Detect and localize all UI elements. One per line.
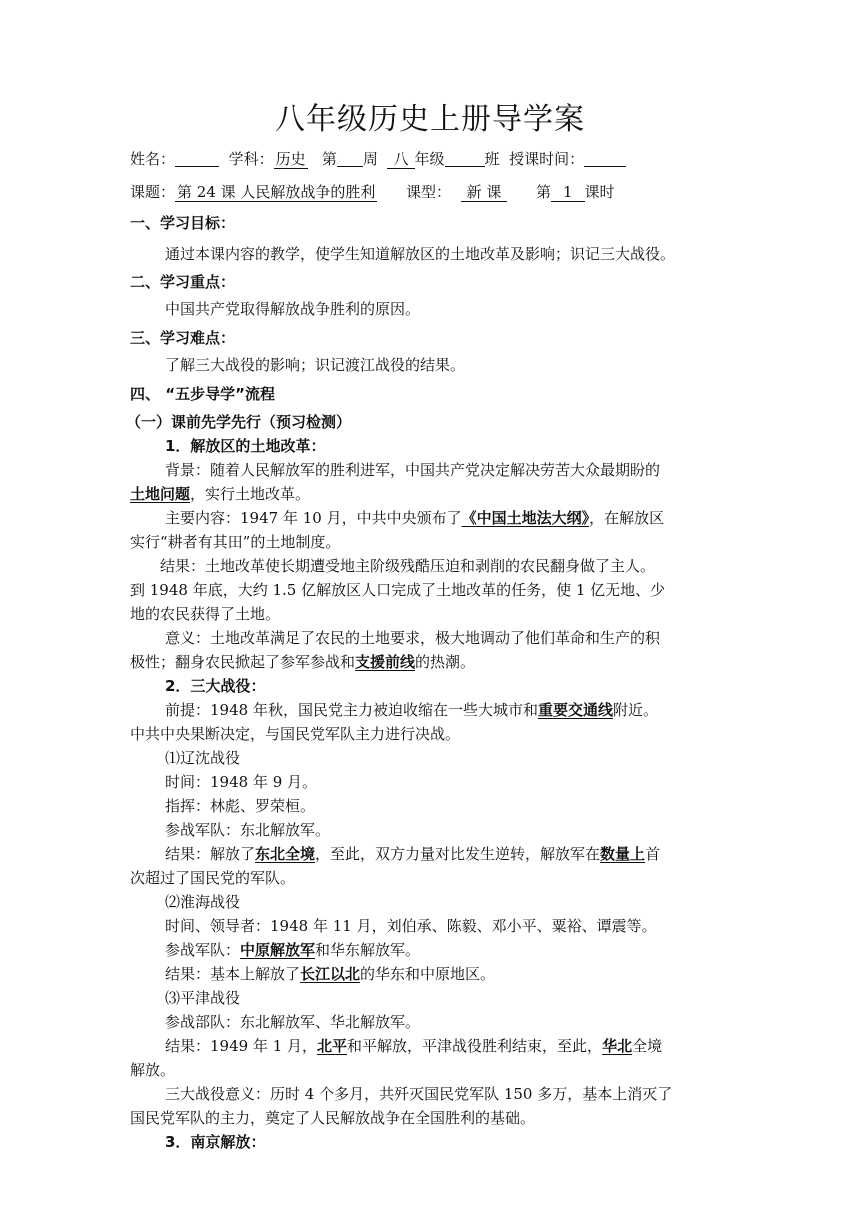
land-reform-significance: 意义：土地改革满足了农民的土地要求，极大地调动了他们革命和生产的积 xyxy=(165,629,661,647)
keyword-north-china: 华北 xyxy=(602,1037,633,1055)
pingjin-result: 结果：1949 年 1 月，北平和平解放，平津战役胜利结束，至此，华北全境 xyxy=(165,1037,663,1055)
document-page: 八年级历史上册导学案 姓名： 学科： 历史 第 周 八 年级 班 授课时间： 课题： 第 24 课 人民解放战争的胜利 课型： 新 课 第 1 课时 一、学习目标： 通过本课内容的教学，使学生知道解放区的土地改革及影响；识记三大战役。 二、学习重点： 中国共产党取得解放战争胜利的原因。 三、学习难点： 了解三大战役的影响；识记渡江战役的结果。 四、 “五步导学”流程 （一）课前先学先行（预习检测） 1．解放区的土地改革： 背景：随着人民解放军的胜利进军，中国共产党决定解决劳苦大众最期盼的 土地问题，实行土地改革。 主要内容：1947 年 10 月，中共中央颁布了《中国土地法大纲》，在解放区 实行“耕者有其田”的土地制度。 结果：土地改革使长期遭受地主阶级残酷压迫和剥削的农民翻身做了主人。 到 1948 年底，大约 1.5 亿解放区人口完成了土地改革的任务，使 1 亿无地、少 地的农民获得了土地。 意义：土地改革满足了农民的土地要求，极大地调动了他们革命和生产的积 极性；翻身农民掀起了参军参战和支援前线的热潮。 2．三大战役： 前提：1948 年秋，国民党主力被迫收缩在一些大城市和重要交通线附近。 中共中央果断决定，与国民党军队主力进行决战。 ⑴辽沈战役 时间：1948 年 9 月。 指挥：林彪、罗荣桓。 参战军队：东北解放军。 结果：解放了东北全境，至此，双方力量对比发生逆转，解放军在数量上首 次超过了国民党的军队。 ⑵淮海战役 时间、领导者：1948 年 11 月，刘伯承、陈毅、邓小平、粟裕、谭震等。 参战军队：中原解放军和华东解放军。 结果：基本上解放了长江以北的华东和中原地区。 ⑶平津战役 参战部队：东北解放军、华北解放军。 结果：1949 年 1 月，北平和平解放，平津战役胜利结束，至此，华北全境 解放。 三大战役意义：历时 4 个多月，共歼灭国民党军队 150 多万，基本上消灭了 国民党军队的主力，奠定了人民解放战争在全国胜利的基础。 3．南京解放： xyxy=(0,0,860,1216)
page-title: 八年级历史上册导学案 xyxy=(275,102,585,137)
liaoshen-result: 结果：解放了东北全境，至此，双方力量对比发生逆转，解放军在数量上首 xyxy=(165,845,661,863)
liaoshen-time: 时间：1948 年 9 月。 xyxy=(165,773,318,791)
keyword-central-plains-army: 中原解放军 xyxy=(240,941,316,959)
section-objectives-text: 通过本课内容的教学，使学生知道解放区的土地改革及影响；识记三大战役。 xyxy=(165,245,676,263)
week-prefix: 第 xyxy=(321,150,337,168)
topic-line xyxy=(130,180,615,204)
type-value: 新 课 xyxy=(461,183,508,202)
time-label: 授课时间： xyxy=(509,150,585,168)
section-key-points-heading: 二、学习重点： xyxy=(130,273,236,291)
section-difficulties-text: 了解三大战役的影响；识记渡江战役的结果。 xyxy=(165,356,466,374)
keyword-support-front: 支援前线 xyxy=(355,653,416,671)
topic-label: 课题： xyxy=(130,183,176,201)
section-objectives-heading: 一、学习目标： xyxy=(130,214,236,232)
land-reform-background: 背景：随着人民解放军的胜利进军，中国共产党决定解决劳苦大众最期盼的 xyxy=(165,461,661,479)
liaoshen-heading: ⑴辽沈战役 xyxy=(165,749,241,767)
type-label: 课型： xyxy=(406,183,452,201)
period-suffix: 课时 xyxy=(584,183,615,201)
land-reform-content: 主要内容：1947 年 10 月，中共中央颁布了《中国土地法大纲》，在解放区 xyxy=(165,509,665,527)
period-prefix: 第 xyxy=(535,183,551,201)
section-key-points-text: 中国共产党取得解放战争胜利的原因。 xyxy=(165,300,421,318)
huaihai-result: 结果：基本上解放了长江以北的华东和中原地区。 xyxy=(165,965,496,983)
period-value: 1 xyxy=(551,183,585,202)
week-blank xyxy=(337,150,363,167)
liaoshen-command: 指挥：林彪、罗荣桓。 xyxy=(165,797,316,815)
keyword-quantity: 数量上 xyxy=(600,845,646,863)
info-line xyxy=(130,147,626,171)
campaigns-significance: 三大战役意义：历时 4 个多月，共歼灭国民党军队 150 多万，基本上消灭了 xyxy=(165,1085,673,1103)
name-label: 姓名： xyxy=(130,150,176,168)
keyword-beiping: 北平 xyxy=(317,1037,348,1055)
huaihai-heading: ⑵淮海战役 xyxy=(165,893,241,911)
keyword-land-issue: 土地问题 xyxy=(130,485,191,503)
keyword-northeast: 东北全境 xyxy=(255,845,316,863)
class-blank xyxy=(445,150,485,167)
huaihai-time: 时间、领导者：1948 年 11 月，刘伯承、陈毅、邓小平、粟裕、谭震等。 xyxy=(165,917,657,935)
subject-label: 学科： xyxy=(228,150,274,168)
land-reform-result: 结果：土地改革使长期遭受地主阶级残酷压迫和剥削的农民翻身做了主人。 xyxy=(160,557,656,575)
keyword-transport-lines: 重要交通线 xyxy=(537,701,613,719)
grade-value: 八 xyxy=(387,150,414,169)
pingjin-army: 参战部队：东北解放军、华北解放军。 xyxy=(165,1013,421,1031)
land-reform-heading: 1．解放区的土地改革： xyxy=(165,437,326,455)
section-difficulties-heading: 三、学习难点： xyxy=(130,329,236,347)
class-suffix: 班 xyxy=(484,150,500,168)
campaigns-premise: 前提：1948 年秋，国民党主力被迫收缩在一些大城市和重要交通线附近。 xyxy=(165,701,658,719)
nanjing-liberation-heading: 3．南京解放： xyxy=(165,1133,266,1151)
week-suffix: 周 xyxy=(362,150,378,168)
time-blank xyxy=(584,150,626,167)
keyword-north-of-yangtze: 长江以北 xyxy=(300,965,361,983)
keyword-land-law: 《中国土地法大纲》 xyxy=(461,509,590,527)
pingjin-heading: ⑶平津战役 xyxy=(165,989,241,1007)
section-flow-heading: 四、 “五步导学”流程 xyxy=(130,385,275,403)
topic-value: 第 24 课 人民解放战争的胜利 xyxy=(177,183,376,201)
name-blank xyxy=(175,150,219,167)
liaoshen-army: 参战军队：东北解放军。 xyxy=(165,821,331,839)
huaihai-army: 参战军队：中原解放军和华东解放军。 xyxy=(165,941,421,959)
three-campaigns-heading: 2．三大战役： xyxy=(165,677,266,695)
subject-value: 历史 xyxy=(275,150,306,168)
part-preview-heading: （一）课前先学先行（预习检测） xyxy=(126,413,352,431)
grade-suffix: 年级 xyxy=(414,150,445,168)
